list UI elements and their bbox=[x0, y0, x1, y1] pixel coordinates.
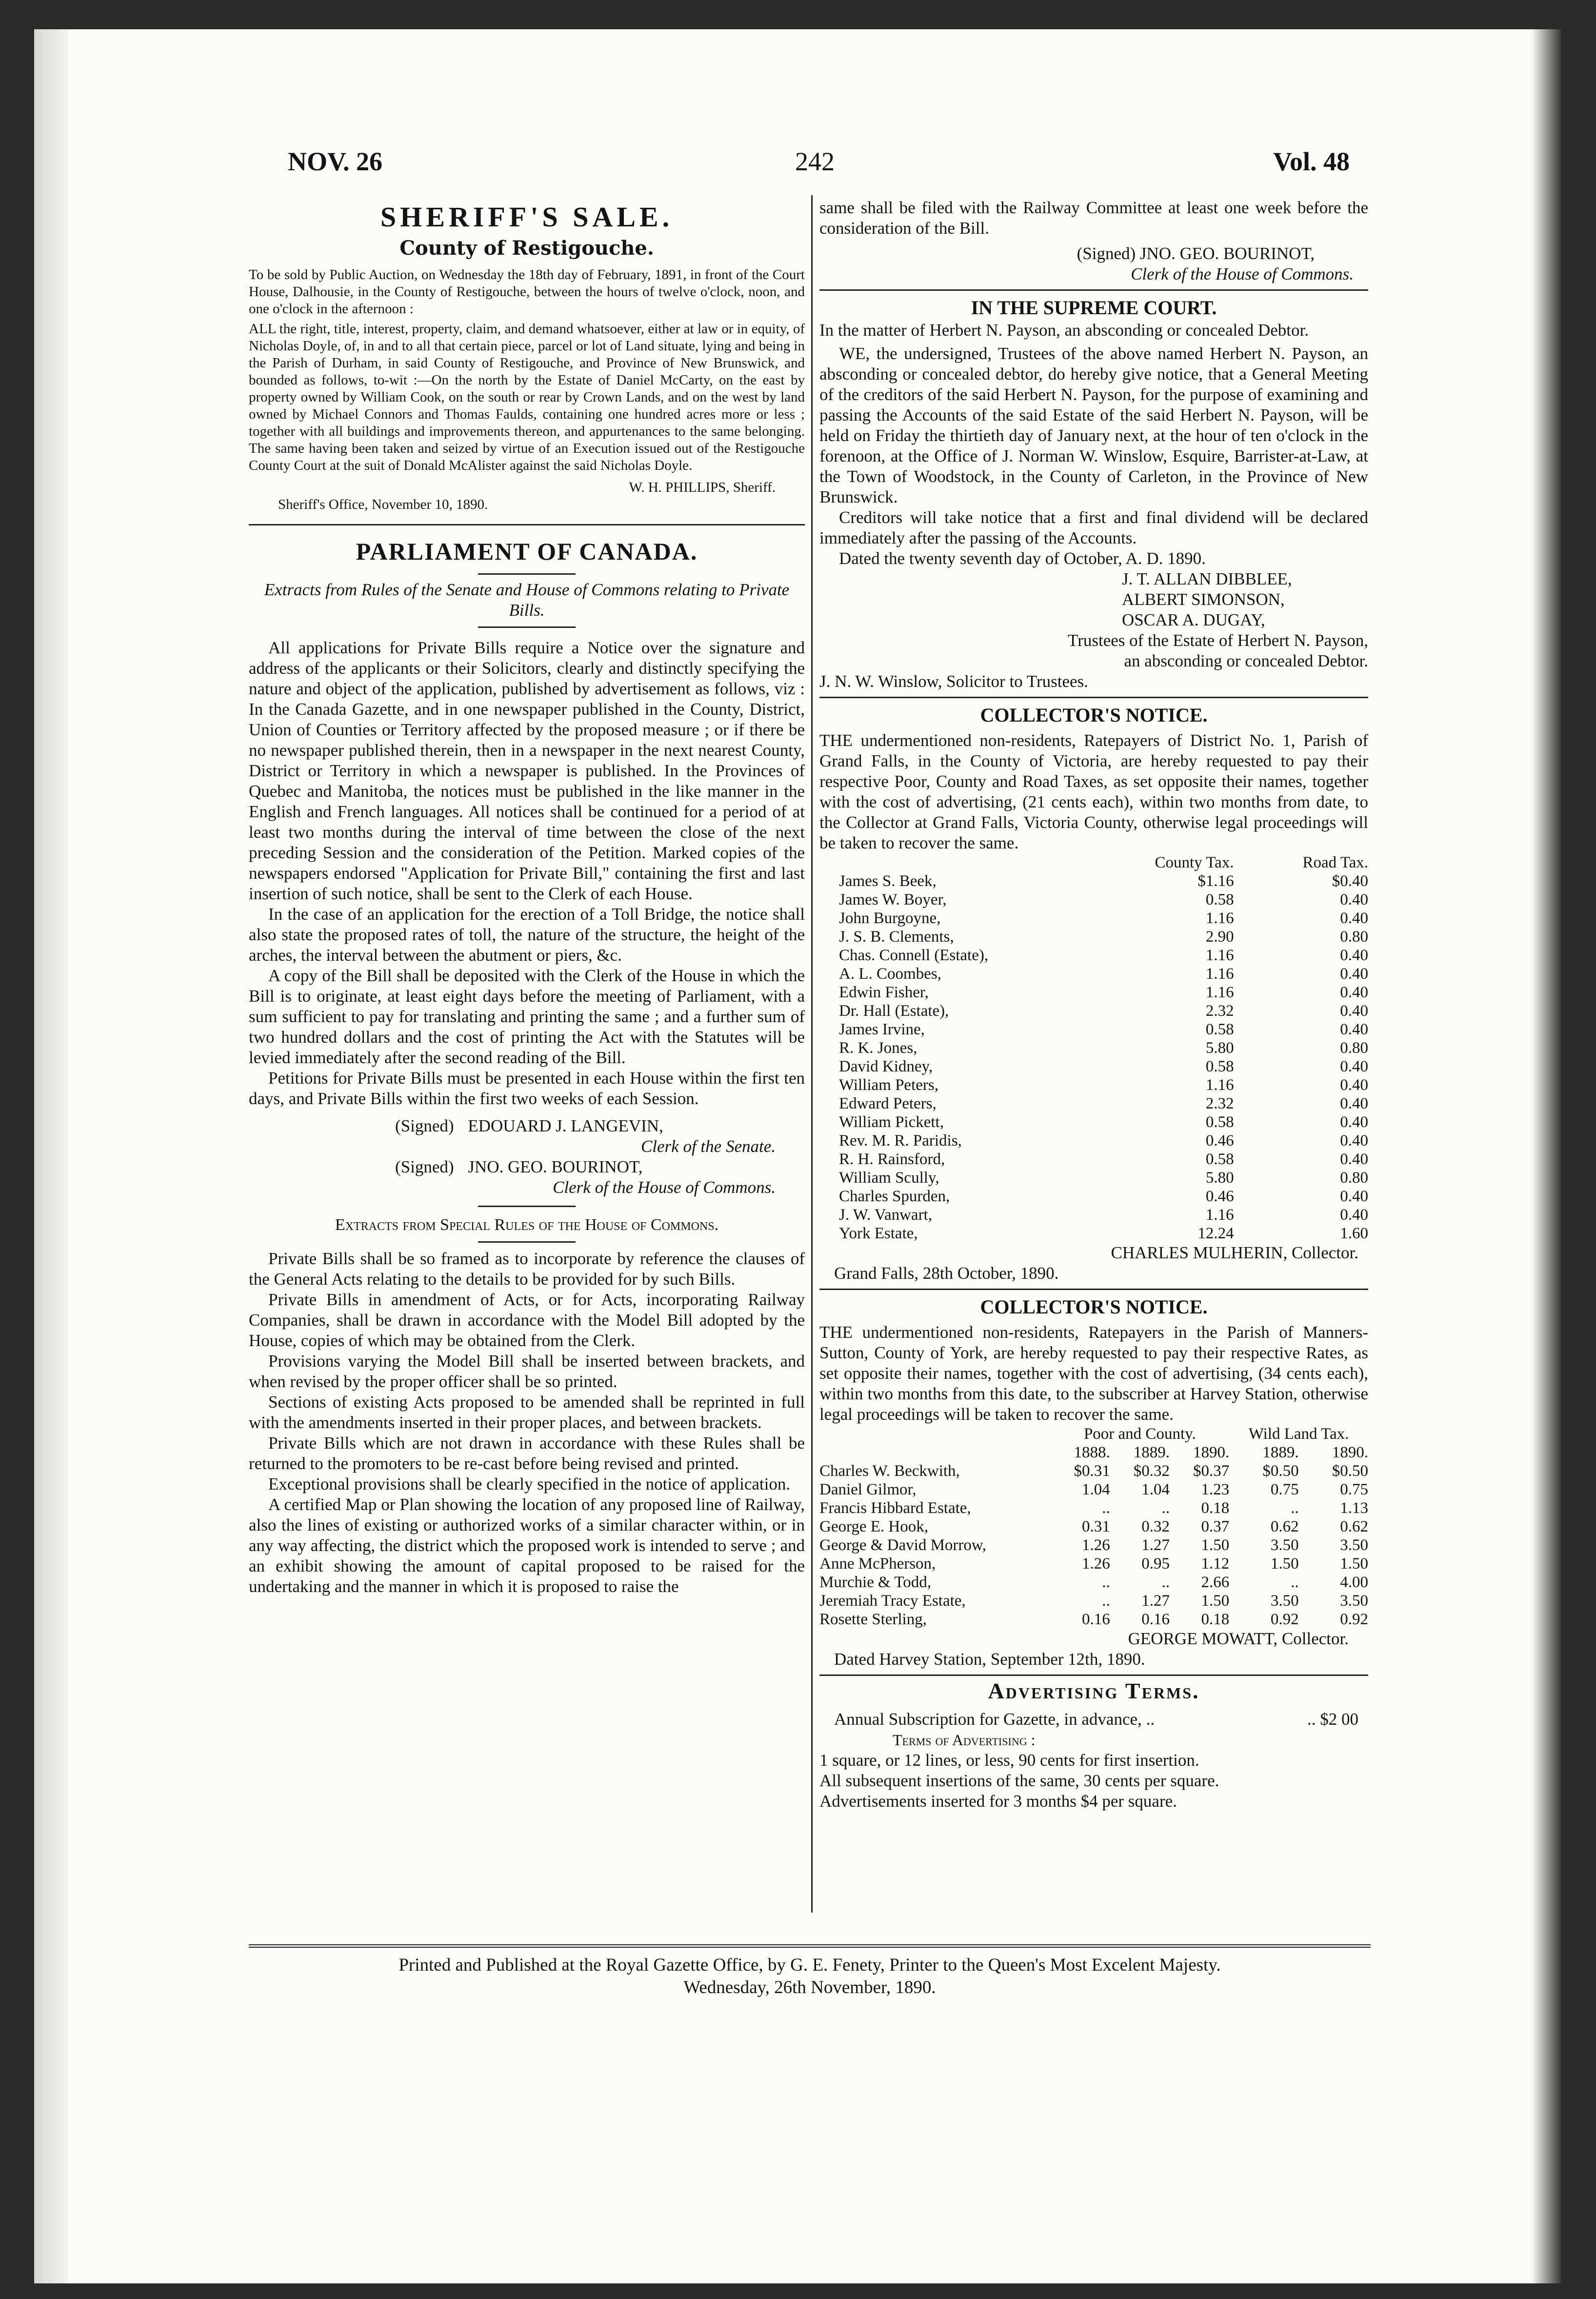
advertising-title: Advertising Terms. bbox=[988, 1678, 1200, 1703]
rate-cell: 0.75 bbox=[1270, 1481, 1299, 1498]
parliament-p4: Petitions for Private Bills must be presented in each House within the first ten days, and Private Bills within the first two weeks of each Session. bbox=[249, 1069, 805, 1108]
trustee-2: ALBERT SIMONSON, bbox=[1122, 590, 1285, 609]
year-header: 1888. bbox=[1074, 1444, 1110, 1461]
section-divider bbox=[819, 697, 1368, 698]
group-header: Wild Land Tax. bbox=[1248, 1425, 1349, 1443]
county-tax-cell: 1.16 bbox=[1205, 909, 1234, 927]
ratepayer-name: Murchie & Todd, bbox=[819, 1573, 931, 1591]
divider bbox=[478, 1206, 576, 1207]
rate-cell: $0.50 bbox=[1262, 1462, 1299, 1480]
county-tax-cell: 1.16 bbox=[1205, 947, 1234, 964]
parliament-p2: In the case of an application for the erection of a Toll Bridge, the notice shall also state the proposed rates of toll, the nature of the structure, the height of the arches, the interval between the abutment or piers, &c. bbox=[249, 905, 805, 965]
road-tax-cell: $0.40 bbox=[1332, 872, 1368, 890]
group-header: Poor and County. bbox=[1083, 1425, 1196, 1443]
terms-line-3: Advertisements inserted for 3 months $4 per square. bbox=[819, 1792, 1177, 1811]
ratepayer-name: James Irvine, bbox=[839, 1021, 925, 1038]
sheriffs-sale-office: Sheriff's Office, November 10, 1890. bbox=[278, 497, 488, 512]
road-tax-cell: 0.80 bbox=[1340, 1039, 1368, 1057]
ratepayer-name: David Kidney, bbox=[839, 1058, 933, 1075]
table-row bbox=[819, 1517, 1368, 1536]
rate-cell: 0.37 bbox=[1201, 1518, 1230, 1535]
ratepayer-name: Anne McPherson, bbox=[819, 1555, 936, 1573]
collectors-notice-2-signer: GEORGE MOWATT, Collector. bbox=[1128, 1629, 1349, 1648]
rate-cell: 0.75 bbox=[1340, 1481, 1368, 1498]
table-row bbox=[819, 1150, 1368, 1169]
county-tax-cell: 0.58 bbox=[1205, 1021, 1234, 1038]
rate-cell: $0.31 bbox=[1074, 1462, 1110, 1480]
header-date: NOV. 26 bbox=[288, 147, 383, 176]
extract-2: Private Bills in amendment of Acts, or for Acts, incorporating Railway Companies, shall be drawn in accordance with the Model Bill adopted by the House, copies of which may be obtained from the Clerk. bbox=[249, 1290, 805, 1350]
signed-label: (Signed) bbox=[395, 1116, 454, 1135]
county-tax-cell: 0.58 bbox=[1205, 1150, 1234, 1168]
table-row bbox=[819, 1573, 1368, 1592]
table-row bbox=[819, 1169, 1368, 1187]
road-tax-cell: 1.60 bbox=[1340, 1225, 1368, 1242]
ratepayer-name: Rosette Sterling, bbox=[819, 1611, 927, 1628]
extract-5: Private Bills which are not drawn in accordance with these Rules shall be returned to the promoters to be re-cast before being revised and printed. bbox=[249, 1433, 805, 1473]
county-tax-cell: 5.80 bbox=[1205, 1169, 1234, 1187]
ratepayer-name: John Burgoyne, bbox=[839, 909, 941, 927]
county-tax-cell: 0.46 bbox=[1205, 1188, 1234, 1205]
rate-cell: 1.13 bbox=[1340, 1499, 1368, 1517]
road-tax-cell: 0.40 bbox=[1340, 1150, 1368, 1168]
table-row bbox=[819, 1480, 1368, 1499]
extract-7-continued: same shall be filed with the Railway Committee at least one week before the consideration of the Bill. bbox=[819, 198, 1368, 238]
table-row bbox=[819, 946, 1368, 965]
collectors-notice-1 bbox=[819, 703, 1368, 1284]
sheriffs-sale-body: ALL the right, title, interest, property, claim, and demand whatsoever, either at law or in equity, of Nicholas Doyle, of, in and to all that certain piece, parcel or lot of Land situate, lying and being in the Parish of Durham, in said County of Restigouche, and Province of New Brunswick, and bounded as follows, to-wit :—On the north by the Estate of Daniel McCarty, on the east by property owned by William Cook, on the south or rear by Crown Lands, and on the west by land owned by Michael Connors and Thomas Faulds, containing one hundred acres more or less ; together with all buildings and improvements thereon, and appurtenances to the same belonging. The same having been taken and seized by virtue of an Execution issued out of the Restigouche County Court at the suit of Donald McAlister against the said Nicholas Doyle. bbox=[249, 321, 805, 473]
column-header: County Tax. bbox=[1155, 854, 1234, 871]
tax-table-manners-sutton bbox=[819, 1425, 1368, 1629]
rate-cell: 1.12 bbox=[1201, 1555, 1230, 1573]
trustees-block bbox=[819, 569, 1368, 630]
ratepayer-name: George & David Morrow, bbox=[819, 1536, 986, 1554]
section-divider bbox=[819, 1289, 1368, 1290]
supreme-court-matter: In the matter of Herbert N. Payson, an absconding or concealed Debtor. bbox=[819, 321, 1309, 340]
road-tax-cell: 0.40 bbox=[1340, 984, 1368, 1001]
sheriffs-sale bbox=[249, 200, 805, 513]
ratepayer-name: Daniel Gilmor, bbox=[819, 1481, 917, 1498]
rate-cell: .. bbox=[1161, 1499, 1170, 1517]
county-tax-cell: 5.80 bbox=[1205, 1039, 1234, 1057]
header-volume: Vol. 48 bbox=[1273, 147, 1350, 176]
rate-cell: 0.95 bbox=[1141, 1555, 1170, 1573]
rate-cell: 4.00 bbox=[1340, 1573, 1368, 1591]
collectors-notice-2 bbox=[819, 1295, 1368, 1670]
supreme-court-dated: Dated the twenty seventh day of October, A. D. 1890. bbox=[839, 549, 1206, 568]
terms-line-1: 1 square, or 12 lines, or less, 90 cents for first insertion. bbox=[819, 1751, 1199, 1770]
trustees-line-2: an absconding or concealed Debtor. bbox=[1124, 651, 1368, 670]
divider bbox=[478, 1241, 576, 1243]
table-row bbox=[819, 965, 1368, 983]
table-row bbox=[819, 872, 1368, 890]
signature-2 bbox=[249, 1157, 805, 1177]
rate-cell: .. bbox=[1291, 1573, 1299, 1591]
rate-cell: .. bbox=[1102, 1499, 1110, 1517]
sheriffs-sale-title: SHERIFF'S SALE. bbox=[380, 201, 674, 233]
signer-name-3: (Signed) JNO. GEO. BOURINOT, bbox=[1077, 244, 1315, 263]
rate-cell: 0.18 bbox=[1201, 1499, 1230, 1517]
table-row bbox=[819, 983, 1368, 1002]
ratepayer-name: James S. Beek, bbox=[839, 872, 937, 890]
table-row bbox=[819, 1462, 1368, 1480]
rate-cell: 1.23 bbox=[1201, 1481, 1230, 1498]
county-tax-cell: 2.32 bbox=[1205, 1095, 1234, 1112]
rate-cell: 3.50 bbox=[1270, 1592, 1299, 1610]
rate-cell: 0.92 bbox=[1340, 1611, 1368, 1628]
extract-7: A certified Map or Plan showing the location of any proposed line of Railway, also the lines of existing or authorized works of a similar character within, or in any way affecting, the district which the proposed work is intended to serve ; and an exhibit showing the amount of capital proposed to be raised for the undertaking and the manner in which it is proposed to raise the bbox=[249, 1495, 805, 1596]
table-row bbox=[819, 1057, 1368, 1076]
county-tax-cell: 2.32 bbox=[1205, 1002, 1234, 1020]
table-row bbox=[819, 1002, 1368, 1020]
rate-cell: 2.66 bbox=[1201, 1573, 1230, 1591]
collectors-notice-1-title: COLLECTOR'S NOTICE. bbox=[980, 704, 1208, 726]
parliament-notice bbox=[249, 534, 805, 1597]
subtitle-underline bbox=[478, 626, 576, 628]
tax-table-grand-falls bbox=[819, 853, 1368, 1243]
rate-cell: 0.18 bbox=[1201, 1611, 1230, 1628]
rate-cell: 1.50 bbox=[1201, 1592, 1230, 1610]
rate-cell: 1.26 bbox=[1081, 1536, 1110, 1554]
year-header: 1889. bbox=[1133, 1444, 1170, 1461]
ratepayer-name: R. H. Rainsford, bbox=[839, 1150, 945, 1168]
extract-1: Private Bills shall be so framed as to incorporate by reference the clauses of the General Acts relating to the details to be provided for by such Bills. bbox=[249, 1249, 805, 1289]
rate-cell: .. bbox=[1161, 1573, 1170, 1591]
table-row bbox=[819, 909, 1368, 928]
year-header: 1890. bbox=[1332, 1444, 1368, 1461]
imprint-footer bbox=[249, 1954, 1371, 1999]
table-header bbox=[819, 853, 1368, 872]
table-row bbox=[819, 1094, 1368, 1113]
year-header: 1890. bbox=[1193, 1444, 1230, 1461]
signature-1 bbox=[249, 1116, 805, 1136]
table-row bbox=[819, 1113, 1368, 1131]
rate-cell: .. bbox=[1102, 1592, 1110, 1610]
road-tax-cell: 0.40 bbox=[1340, 1188, 1368, 1205]
rate-cell: 1.04 bbox=[1081, 1481, 1110, 1498]
collectors-notice-1-signer: CHARLES MULHERIN, Collector. bbox=[1111, 1243, 1358, 1262]
road-tax-cell: 0.40 bbox=[1340, 1002, 1368, 1020]
imprint-line-1: Printed and Published at the Royal Gazette Office, by G. E. Fenety, Printer to the Queen's Most Excelent Majesty. bbox=[399, 1955, 1221, 1975]
subscription-label: Annual Subscription for Gazette, in advance, .. bbox=[834, 1710, 1155, 1729]
ratepayer-name: Dr. Hall (Estate), bbox=[839, 1002, 949, 1020]
collectors-notice-2-title: COLLECTOR'S NOTICE. bbox=[980, 1296, 1208, 1318]
section-divider bbox=[819, 289, 1368, 291]
ratepayer-name: Francis Hibbard Estate, bbox=[819, 1499, 971, 1517]
county-tax-cell: 0.58 bbox=[1205, 891, 1234, 908]
trustee-3: OSCAR A. DUGAY, bbox=[1122, 610, 1265, 629]
terms-heading: Terms of Advertising : bbox=[893, 1731, 1036, 1749]
rate-cell: 3.50 bbox=[1340, 1592, 1368, 1610]
signer-title-1: Clerk of the Senate. bbox=[640, 1137, 776, 1156]
terms-line-2: All subsequent insertions of the same, 30 cents per square. bbox=[819, 1771, 1219, 1790]
footer-rule bbox=[249, 1944, 1371, 1948]
county-tax-cell: 12.24 bbox=[1197, 1225, 1234, 1242]
table-row bbox=[819, 1039, 1368, 1057]
county-tax-cell: 1.16 bbox=[1205, 965, 1234, 983]
signer-name-1: EDOUARD J. LANGEVIN, bbox=[468, 1116, 663, 1135]
rate-cell: $0.32 bbox=[1133, 1462, 1170, 1480]
signer-title-2: Clerk of the House of Commons. bbox=[553, 1178, 776, 1197]
road-tax-cell: 0.40 bbox=[1340, 947, 1368, 964]
table-row bbox=[819, 890, 1368, 909]
subscription-line bbox=[819, 1709, 1368, 1730]
table-row bbox=[819, 1592, 1368, 1610]
supreme-court-p2: Creditors will take notice that a first and final dividend will be declared immediately after the passing of the Accounts. bbox=[819, 508, 1368, 547]
rate-cell: 0.16 bbox=[1141, 1611, 1170, 1628]
trustees-line-1: Trustees of the Estate of Herbert N. Payson, bbox=[1068, 631, 1368, 650]
table-row bbox=[819, 1224, 1368, 1243]
ratepayer-name: James W. Boyer, bbox=[839, 891, 947, 908]
signer-name-2: JNO. GEO. BOURINOT, bbox=[468, 1157, 643, 1176]
supreme-court-title: IN THE SUPREME COURT. bbox=[971, 297, 1217, 319]
column-divider bbox=[811, 195, 813, 1913]
road-tax-cell: 0.40 bbox=[1340, 909, 1368, 927]
road-tax-cell: 0.40 bbox=[1340, 1206, 1368, 1224]
county-tax-cell: $1.16 bbox=[1197, 872, 1234, 890]
column-header: Road Tax. bbox=[1302, 854, 1368, 871]
county-tax-cell: 2.90 bbox=[1205, 928, 1234, 946]
subscription-price: .. $2 00 bbox=[1307, 1710, 1358, 1729]
sheriffs-sale-intro: To be sold by Public Auction, on Wednesday the 18th day of February, 1891, in front of the Court House, Dalhousie, in the County of Restigouche, between the hours of twelve o'clock, noon, and one o'clock in the afternoon : bbox=[249, 267, 805, 317]
year-header: 1889. bbox=[1262, 1444, 1299, 1461]
county-tax-cell: 1.16 bbox=[1205, 1076, 1234, 1094]
road-tax-cell: 0.40 bbox=[1340, 1113, 1368, 1131]
left-column bbox=[249, 200, 805, 1597]
county-tax-cell: 0.58 bbox=[1205, 1113, 1234, 1131]
table-row bbox=[819, 1187, 1368, 1206]
advertising-terms bbox=[819, 1678, 1368, 1812]
ratepayer-name: Charles W. Beckwith, bbox=[819, 1462, 960, 1480]
ratepayer-name: Edward Peters, bbox=[839, 1095, 937, 1112]
road-tax-cell: 0.40 bbox=[1340, 1021, 1368, 1038]
extract-3: Provisions varying the Model Bill shall be inserted between brackets, and when revised by the proper officer shall be so printed. bbox=[249, 1351, 805, 1391]
table-row bbox=[819, 928, 1368, 946]
collectors-notice-2-dated: Dated Harvey Station, September 12th, 1890. bbox=[834, 1650, 1145, 1669]
year-header-row bbox=[819, 1443, 1368, 1462]
road-tax-cell: 0.40 bbox=[1340, 965, 1368, 983]
rate-cell: 0.92 bbox=[1270, 1611, 1299, 1628]
collectors-notice-1-place: Grand Falls, 28th October, 1890. bbox=[834, 1264, 1059, 1283]
ratepayer-name: A. L. Coombes, bbox=[839, 965, 941, 983]
rate-cell: 1.50 bbox=[1270, 1555, 1299, 1573]
road-tax-cell: 0.40 bbox=[1340, 1058, 1368, 1075]
table-row bbox=[819, 1076, 1368, 1094]
road-tax-cell: 0.40 bbox=[1340, 1095, 1368, 1112]
table-row bbox=[819, 1536, 1368, 1554]
road-tax-cell: 0.40 bbox=[1340, 1132, 1368, 1150]
table-row bbox=[819, 1020, 1368, 1039]
rate-cell: 0.16 bbox=[1081, 1611, 1110, 1628]
road-tax-cell: 0.80 bbox=[1340, 928, 1368, 946]
ratepayer-name: Charles Spurden, bbox=[839, 1188, 950, 1205]
rate-cell: 3.50 bbox=[1340, 1536, 1368, 1554]
table-group-header bbox=[819, 1425, 1368, 1443]
table-row bbox=[819, 1131, 1368, 1150]
signed-label: (Signed) bbox=[395, 1157, 454, 1176]
table-row bbox=[819, 1206, 1368, 1224]
parliament-p3: A copy of the Bill shall be deposited with the Clerk of the House in which the Bill is to originate, at least eight days before the meeting of Parliament, with a sum sufficient to pay for translating and printing the same ; and a further sum of two hundred dollars and the cost of printing the Act with the Statutes will be levied immediately after the second reading of the Bill. bbox=[249, 966, 805, 1067]
extract-4: Sections of existing Acts proposed to be amended shall be reprinted in full with the amendments inserted in their proper places, and between brackets. bbox=[249, 1392, 805, 1432]
section-divider bbox=[249, 524, 805, 525]
rate-cell: 1.27 bbox=[1141, 1592, 1170, 1610]
ratepayer-name: R. K. Jones, bbox=[839, 1039, 918, 1057]
rate-cell: 1.50 bbox=[1340, 1555, 1368, 1573]
rate-cell: 0.32 bbox=[1141, 1518, 1170, 1535]
rate-cell: 1.27 bbox=[1141, 1536, 1170, 1554]
ratepayer-name: York Estate, bbox=[839, 1225, 918, 1242]
supreme-court-body: WE, the undersigned, Trustees of the above named Herbert N. Payson, an absconding or concealed debtor, do hereby give notice, that a General Meeting of the creditors of the said Herbert N. Payson, for the purpose of examining and passing the Accounts of the said Estate of the said Herbert N. Payson, will be held on Friday the thirtieth day of January next, at the hour of ten o'clock in the forenoon, at the Office of J. Norman W. Winslow, Esquire, Barrister-at-Law, at the Town of Woodstock, in the County of Carleton, in the Province of New Brunswick. bbox=[819, 344, 1368, 506]
collectors-notice-1-body: THE undermentioned non-residents, Ratepayers of District No. 1, Parish of Grand Falls, in the County of Victoria, are hereby requested to pay their respective Poor, County and Road Taxes, as set opposite their names, together with the cost of advertising, (21 cents each), within two months from date, to the Collector at Grand Falls, Victoria County, otherwise legal proceedings will be taken to recover the same. bbox=[819, 731, 1368, 852]
road-tax-cell: 0.40 bbox=[1340, 1076, 1368, 1094]
solicitor-line: J. N. W. Winslow, Solicitor to Trustees. bbox=[819, 672, 1088, 691]
ratepayer-name: Rev. M. R. Paridis, bbox=[839, 1132, 962, 1150]
trustee-1: J. T. ALLAN DIBBLEE, bbox=[1122, 569, 1292, 588]
ratepayer-name: William Peters, bbox=[839, 1076, 938, 1094]
sheriffs-sale-county: County of Restigouche. bbox=[399, 237, 654, 260]
ratepayer-name: Edwin Fisher, bbox=[839, 984, 929, 1001]
ratepayer-name: William Scully, bbox=[839, 1169, 939, 1187]
title-underline bbox=[478, 573, 576, 575]
county-tax-cell: 0.58 bbox=[1205, 1058, 1234, 1075]
table-row bbox=[819, 1499, 1368, 1517]
rate-cell: 1.50 bbox=[1201, 1536, 1230, 1554]
parliament-title: PARLIAMENT OF CANADA. bbox=[356, 538, 698, 565]
county-tax-cell: 1.16 bbox=[1205, 984, 1234, 1001]
signer-title-3: Clerk of the House of Commons. bbox=[1131, 264, 1354, 283]
extract-6: Exceptional provisions shall be clearly specified in the notice of application. bbox=[268, 1474, 791, 1493]
imprint-line-2: Wednesday, 26th November, 1890. bbox=[683, 1977, 936, 1997]
table-row bbox=[819, 1554, 1368, 1573]
rate-cell: .. bbox=[1102, 1573, 1110, 1591]
ratepayer-name: Jeremiah Tracy Estate, bbox=[819, 1592, 966, 1610]
rate-cell: 0.62 bbox=[1270, 1518, 1299, 1535]
sheriffs-sale-signer: W. H. PHILLIPS, Sheriff. bbox=[629, 480, 776, 495]
county-tax-cell: 1.16 bbox=[1205, 1206, 1234, 1224]
supreme-court-notice bbox=[819, 296, 1368, 692]
parliament-p1: All applications for Private Bills require a Notice over the signature and address of the applicants or their Solicitors, clearly and distinctly specifying the nature and object of the application, published by advertisement as follows, viz : In the Canada Gazette, and in one newspaper published in the County, District, Union of Counties or Territory affected by the proposed measure ; or if there be no newspaper published therein, then in a newspaper in the next nearest County, District or Territory in which a newspaper is published. In the Provinces of Quebec and Manitoba, the notices must be published in the like manner in the English and French languages. All notices shall be continued for a period of at least two months during the interval of time between the close of the next preceding Session and the consideration of the Petition. Marked copies of the newspapers endorsed "Application for Private Bill," containing the first and last insertion of such notice, shall be sent to the Clerk of each House. bbox=[249, 638, 805, 903]
rate-cell: .. bbox=[1291, 1499, 1299, 1517]
ratepayer-name: J. S. B. Clements, bbox=[839, 928, 954, 946]
rate-cell: 1.04 bbox=[1141, 1481, 1170, 1498]
county-tax-cell: 0.46 bbox=[1205, 1132, 1234, 1150]
header-page-number: 242 bbox=[795, 147, 835, 176]
table-row bbox=[819, 1610, 1368, 1629]
ratepayer-name: Chas. Connell (Estate), bbox=[839, 947, 989, 964]
ratepayer-name: George E. Hook, bbox=[819, 1518, 929, 1535]
ratepayer-name: William Pickett, bbox=[839, 1113, 944, 1131]
rate-cell: 1.26 bbox=[1081, 1555, 1110, 1573]
rate-cell: 0.31 bbox=[1081, 1518, 1110, 1535]
rate-cell: $0.50 bbox=[1332, 1462, 1368, 1480]
rate-cell: $0.37 bbox=[1193, 1462, 1230, 1480]
right-column bbox=[819, 198, 1368, 1812]
section-divider bbox=[819, 1674, 1368, 1676]
collectors-notice-2-body: THE undermentioned non-residents, Ratepayers in the Parish of Manners-Sutton, County of York, are hereby requested to pay their respective Rates, as set opposite their names, together with the cost of advertising, (34 cents each), within two months from this date, to the subscriber at Harvey Station, otherwise legal proceedings will be taken to recover the same. bbox=[819, 1323, 1368, 1424]
road-tax-cell: 0.80 bbox=[1340, 1169, 1368, 1187]
road-tax-cell: 0.40 bbox=[1340, 891, 1368, 908]
parliament-subtitle: Extracts from Rules of the Senate and House of Commons relating to Private Bills. bbox=[264, 580, 790, 620]
extracts-title: Extracts from Special Rules of the House of Commons. bbox=[335, 1216, 719, 1234]
rate-cell: 3.50 bbox=[1270, 1536, 1299, 1554]
rate-cell: 0.62 bbox=[1340, 1518, 1368, 1535]
ratepayer-name: J. W. Vanwart, bbox=[839, 1206, 932, 1224]
